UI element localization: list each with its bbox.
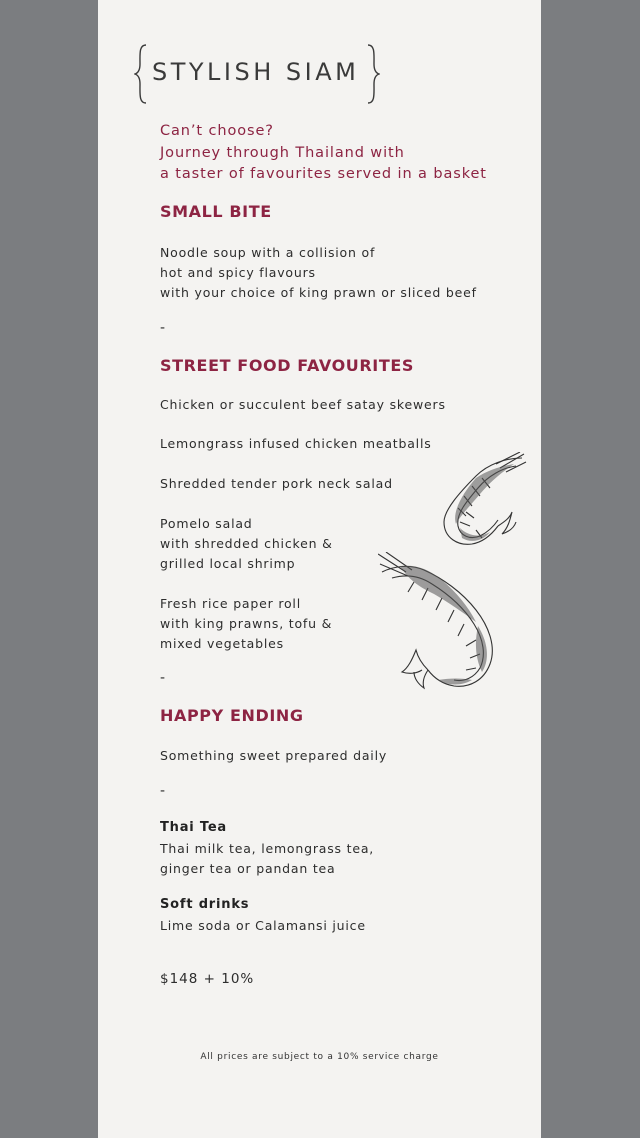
- street-food-item-5-line-2: with king prawns, tofu &: [160, 616, 333, 631]
- menu-page: [98, 0, 541, 1138]
- shrimp-illustration-small: [436, 452, 528, 554]
- separator-dash: -: [160, 783, 166, 799]
- intro-line-2: Journey through Thailand with: [160, 145, 405, 161]
- brand-name: STYLISH SIAM: [152, 58, 360, 86]
- intro-line-1: Can’t choose?: [160, 123, 274, 139]
- separator-dash: -: [160, 320, 166, 336]
- section-heading-happy-ending: HAPPY ENDING: [160, 706, 304, 725]
- street-food-item-1: Chicken or succulent beef satay skewers: [160, 397, 446, 412]
- drink-title-thai-tea: Thai Tea: [160, 820, 228, 835]
- street-food-item-4-line-1: Pomelo salad: [160, 516, 253, 531]
- small-bite-line-3: with your choice of king prawn or sliced beef: [160, 285, 477, 300]
- small-bite-line-1: Noodle soup with a collision of: [160, 245, 376, 260]
- street-food-item-2: Lemongrass infused chicken meatballs: [160, 436, 432, 451]
- soft-drinks-line-1: Lime soda or Calamansi juice: [160, 918, 366, 933]
- thai-tea-line-2: ginger tea or pandan tea: [160, 861, 336, 876]
- shrimp-illustration-large: [378, 552, 502, 692]
- section-heading-small-bite: SMALL BITE: [160, 202, 272, 221]
- street-food-item-4-line-3: grilled local shrimp: [160, 556, 296, 571]
- section-heading-street-food: STREET FOOD FAVOURITES: [160, 356, 415, 375]
- small-bite-line-2: hot and spicy flavours: [160, 265, 316, 280]
- service-charge-note: All prices are subject to a 10% service charge: [200, 1052, 439, 1062]
- street-food-item-3: Shredded tender pork neck salad: [160, 476, 393, 491]
- left-brace-icon: [134, 44, 148, 104]
- separator-dash: -: [160, 670, 166, 686]
- set-price: $148 + 10%: [160, 971, 255, 987]
- right-brace-icon: [366, 44, 380, 104]
- thai-tea-line-1: Thai milk tea, lemongrass tea,: [160, 841, 375, 856]
- intro-line-3: a taster of favourites served in a basket: [160, 166, 487, 182]
- brand-logo: [134, 44, 384, 106]
- happy-ending-item-1: Something sweet prepared daily: [160, 748, 388, 763]
- drink-title-soft-drinks: Soft drinks: [160, 897, 250, 912]
- street-food-item-5-line-3: mixed vegetables: [160, 636, 284, 651]
- street-food-item-5-line-1: Fresh rice paper roll: [160, 596, 301, 611]
- street-food-item-4-line-2: with shredded chicken &: [160, 536, 333, 551]
